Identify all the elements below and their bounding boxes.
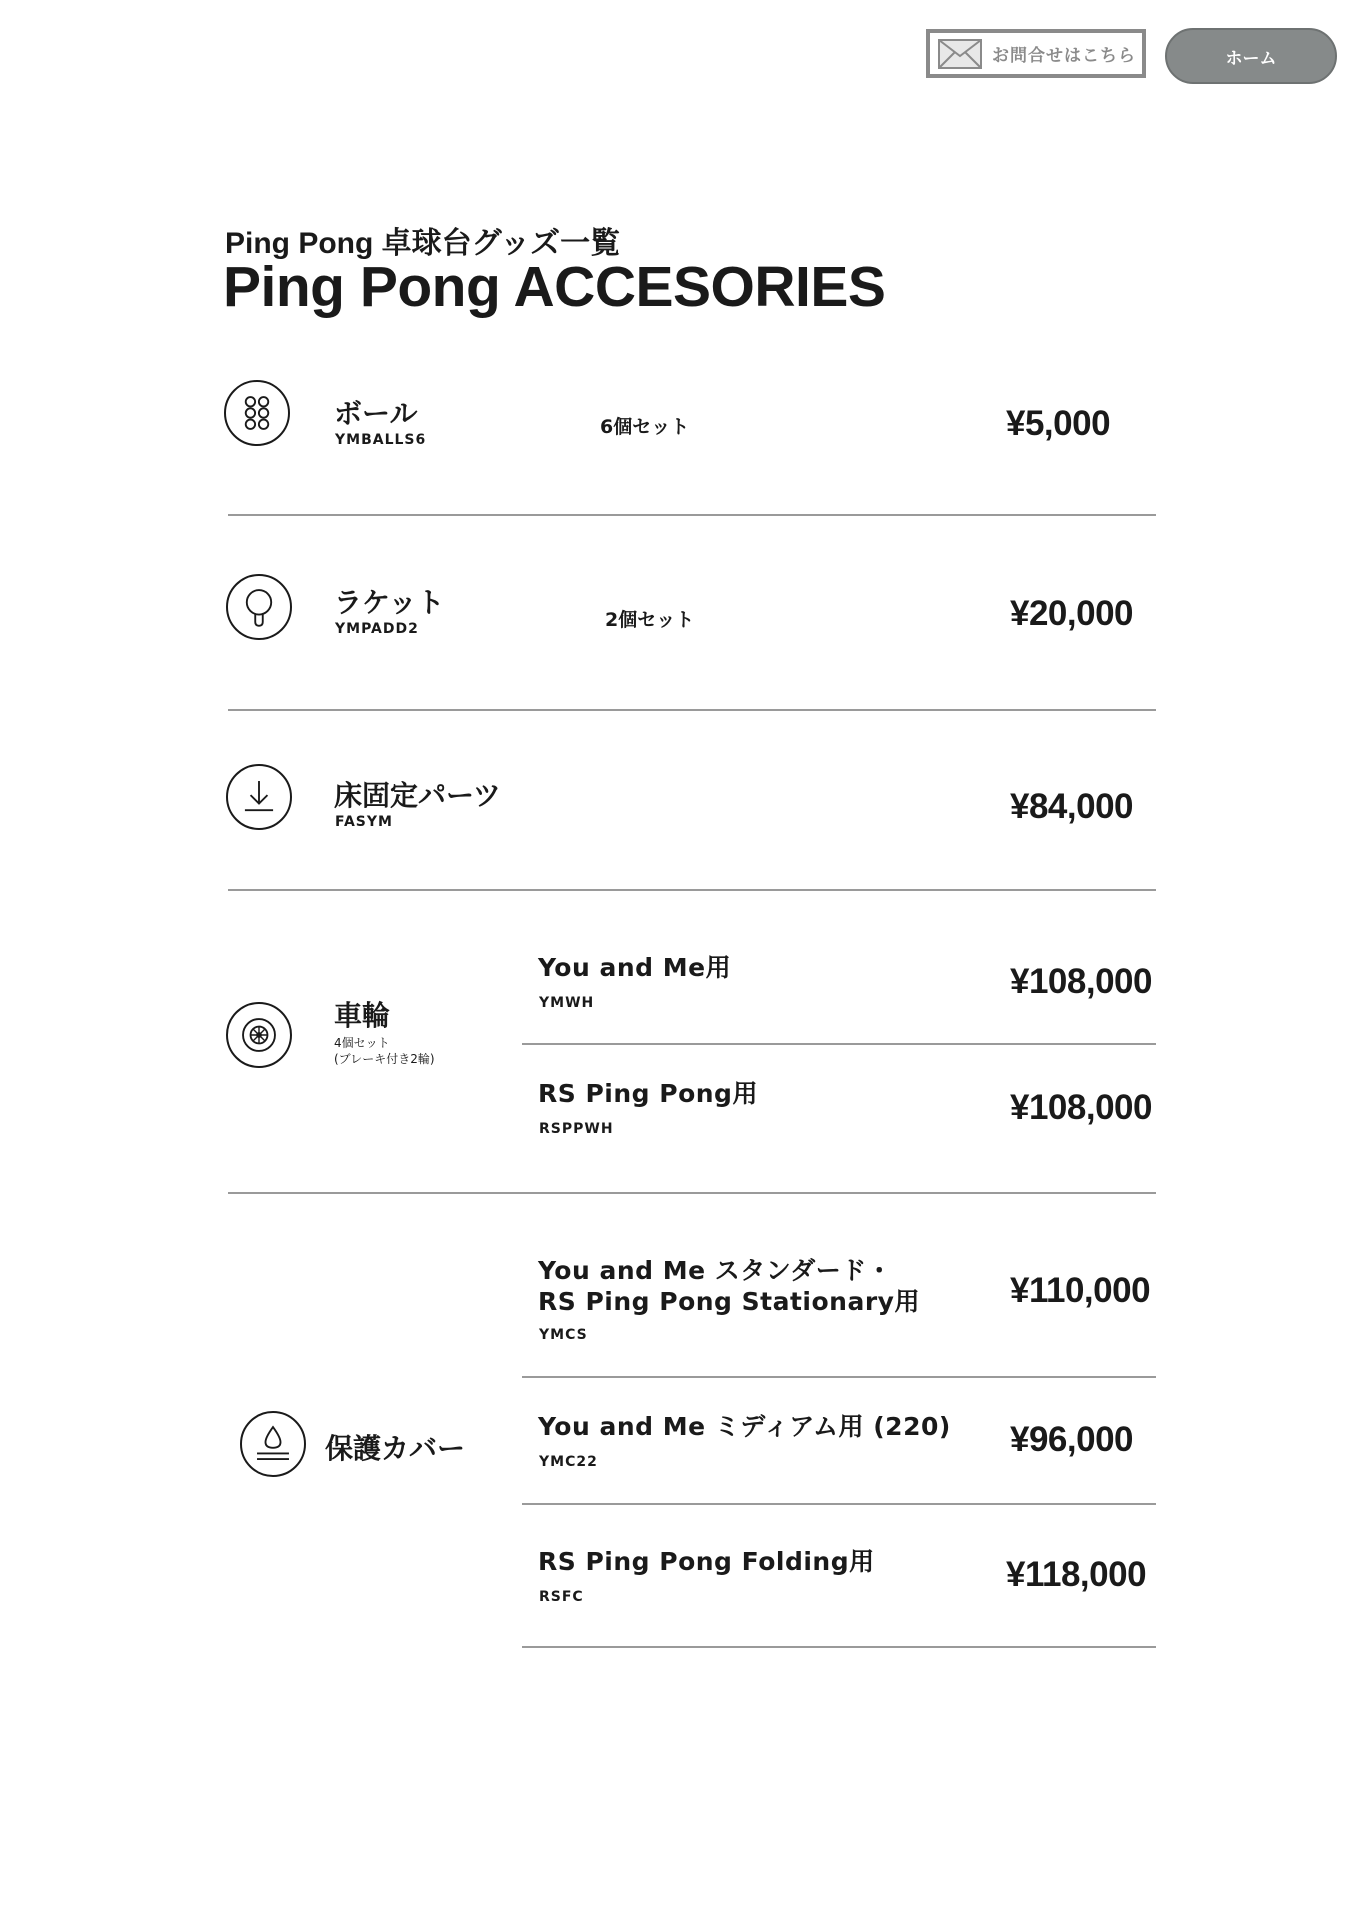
paddle-icon (226, 574, 292, 640)
price-floor: ¥84,000 (1010, 787, 1134, 826)
item-note-wheels-brake: (ブレーキ付き2輪) (334, 1052, 435, 1066)
home-button[interactable]: ホーム (1165, 28, 1337, 84)
divider (522, 1043, 1156, 1045)
variant-code: RSPPWH (539, 1121, 614, 1137)
price-ball: ¥5,000 (1006, 404, 1111, 443)
variant-name: You and Me ミディアム用 (220) (538, 1412, 951, 1441)
contact-button-label: お問合せはこちら (992, 46, 1136, 66)
variant-price: ¥118,000 (1006, 1555, 1147, 1594)
price-racket: ¥20,000 (1010, 594, 1134, 633)
divider (228, 514, 1156, 516)
item-name-racket: ラケット (334, 586, 445, 619)
variant-name: RS Ping Pong Folding用 (538, 1547, 875, 1576)
divider (228, 1192, 1156, 1194)
item-code-floor: FASYM (335, 814, 393, 830)
mail-icon (938, 39, 982, 69)
variant-price: ¥96,000 (1010, 1420, 1134, 1459)
variant-code: RSFC (539, 1589, 584, 1605)
item-name-wheels: 車輪 (334, 999, 391, 1032)
divider (228, 889, 1156, 891)
water-drop-icon (240, 1411, 306, 1477)
variant-name: You and Me スタンダード・ (538, 1256, 893, 1285)
variant-code: YMC22 (539, 1454, 598, 1470)
balls-icon (224, 380, 290, 446)
item-name-cover: 保護カバー (325, 1432, 466, 1465)
variant-name-line2: RS Ping Pong Stationary用 (538, 1287, 920, 1316)
variant-code: YMCS (539, 1327, 588, 1343)
variant-name: RS Ping Pong用 (538, 1079, 758, 1108)
divider (228, 709, 1156, 711)
page-subtitle: Ping Pong 卓球台グッズ一覧 (225, 227, 621, 260)
contact-button[interactable] (926, 29, 1146, 78)
variant-price: ¥110,000 (1010, 1271, 1151, 1310)
page-title: Ping Pong ACCESORIES (223, 255, 886, 319)
variant-code: YMWH (539, 995, 595, 1011)
item-code-ball: YMBALLS6 (335, 432, 427, 448)
item-note-wheels: 4個セット (334, 1036, 390, 1050)
item-name-ball: ボール (334, 397, 418, 430)
item-code-racket: YMPADD2 (335, 621, 419, 637)
variant-price: ¥108,000 (1010, 1088, 1152, 1127)
item-note-ball: 6個セット (600, 416, 690, 438)
wheel-icon (226, 1002, 292, 1068)
variant-name: You and Me用 (538, 953, 732, 982)
variant-price: ¥108,000 (1010, 962, 1152, 1001)
floor-anchor-icon (226, 764, 292, 830)
divider (522, 1646, 1156, 1648)
divider (522, 1376, 1156, 1378)
item-name-floor: 床固定パーツ (334, 779, 501, 812)
item-note-racket: 2個セット (605, 609, 695, 631)
divider (522, 1503, 1156, 1505)
